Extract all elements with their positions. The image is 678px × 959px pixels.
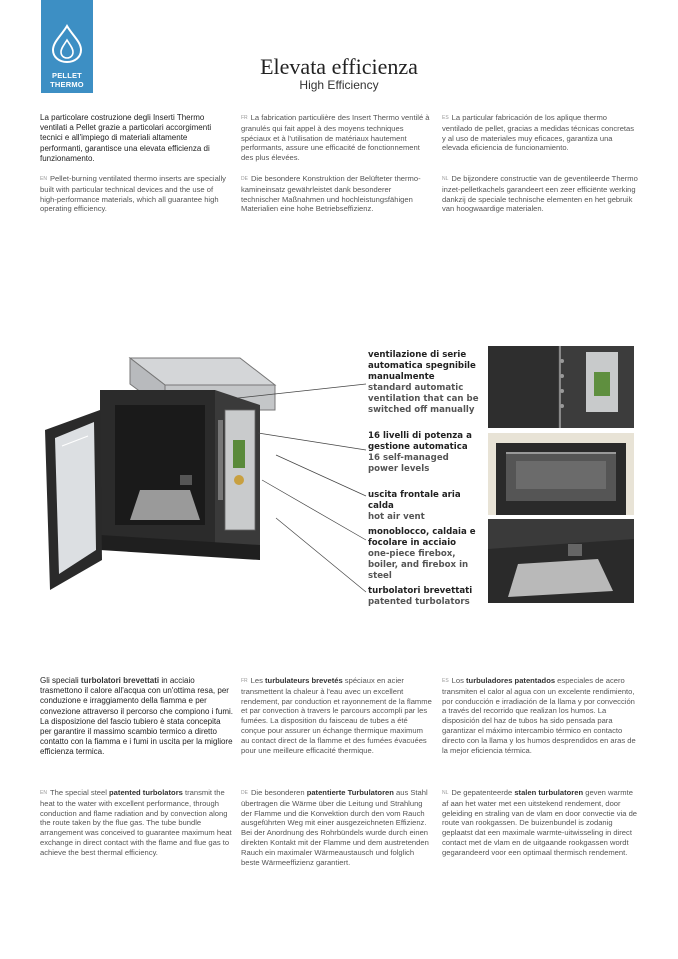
badge-label-1: PELLET bbox=[52, 71, 82, 80]
feature-4: monoblocco, caldaia e focolare in acciaio one-piece firebox, boiler, and firebox in steel bbox=[368, 527, 476, 581]
bottom-en: EN The special steel patented turbolators transmit the heat to the water with excellent performance, through conduction and flame radiation and by convection along the route taken by the flue gas. The tube bundle arrangement was conceived to guarantee maximum heat exchange in direct contact with the flame and flue gas to achieve the best thermal efficiency. bbox=[40, 788, 232, 857]
bottom-de: DE Die besonderen patentierte Turbulatoren aus Stahl übertragen die Wärme über die Leitung und Strahlung der Flamme und die Konvektion durch den vom Rauch ausgeführten Weg mit einer ausgezeichneten Effizienz. Bei der Anordnung des Rohrbündels wurde durch einen direkten Kontakt mit der Flamme und dem austretenden Rauch ein maximaler Wärmeaustausch und folglich beste Wärmeeffizienz garantiert. bbox=[241, 788, 429, 867]
badge-label-2: THERMO bbox=[50, 80, 84, 89]
feature-3: uscita frontale aria calda hot air vent bbox=[368, 490, 461, 522]
feature-2: 16 livelli di potenza a gestione automatica 16 self-managed power levels bbox=[368, 431, 472, 474]
page-title: Elevata efficienza bbox=[260, 54, 418, 79]
intro-es: ES La particular fabricación de los aplique thermo ventilado de pellet, gracias a medidas técnicas concretas y al uso de materiales muy eficaces, garantiza una elevada eficiencia de funcionamiento. bbox=[442, 113, 635, 153]
page-subtitle: High Efficiency bbox=[299, 78, 379, 92]
intro-fr: FR La fabrication particulière des Insert Thermo ventilé à granulés qui fait appel à des moyens techniques spéciaux et à l'utilisation de matériaux hautement performants, assure une efficacité de fonctionnement des plus élevées. bbox=[241, 113, 430, 163]
intro-it: La particolare costruzione degli Inserti Thermo ventilati a Pellet grazie a particolari accorgimenti tecnici e all'impiego di materiali altamente performanti, garantisce una elevata efficienza di funzionamento. bbox=[40, 113, 212, 163]
bottom-nl: NL De gepatenteerde stalen turbulatoren geven warmte af aan het water met een uitstekend rendement, door geleiding en straling van de vlam en door convectie via de route van rookgassen. De buizenbundel is zodanig geplaatst dat een maximale warmte-uitwisseling in direct contact met de vlam en de uitgaande rookgassen wordt gegarandeerd voor een optimaal thermisch rendement. bbox=[442, 788, 638, 857]
feature-1: ventilazione di serie automatica spegnibile manualmente standard automatic ventilation that can be switched off manually bbox=[368, 350, 479, 415]
intro-en: EN Pellet-burning ventilated thermo inserts are specially built with particular technical devices and the use of high-performance materials, which all guarantee high operating efficiency. bbox=[40, 174, 226, 214]
feature-5: turbolatori brevettati patented turbolators bbox=[368, 586, 473, 607]
bottom-it: Gli speciali turbolatori brevettati in acciaio trasmettono il calore all'acqua con un'ottima resa, per conduzione e irraggiamento della fiamma e per convezione attraverso il percorso che compiono i fumi. La disposizione del fascio tubiero è stata concepita per garantire il massimo scambio termico a diretto contatto con la fiamma e i fumi in uscita per la migliore efficienza termica. bbox=[40, 676, 233, 757]
photo-ventilation-detail bbox=[488, 346, 634, 428]
bottom-es: ES Los turbuladores patentados especiales de acero transmiten el calor al agua con un excelente rendimiento, por conducción e irradiación de la llama y por convección a través del recorrido que realizan los humos. La disposición del haz de tubos ha sido pensada para garantizar el máximo intercambio térmico en contacto directo con la llama y los humos desprendidos en aras de la mejor eficiencia térmica. bbox=[442, 676, 636, 755]
photo-front-vent bbox=[488, 433, 634, 515]
intro-de: DE Die besondere Konstruktion der Belüfteter thermo-kamineinsatz gewährleistet dank besonderer technischer Maßnahmen und hochleistungsfähigen Materialien eine hohe Betriebseffizienz. bbox=[241, 174, 421, 214]
intro-nl: NL De bijzondere constructie van de geventileerde Thermo inzet-pelletkachels garandeert een zeer efficiënte werking dankzij de speciale technische elementen en het gebruik van hoogwaardige materialen. bbox=[442, 174, 638, 214]
photo-firebox bbox=[488, 519, 634, 603]
bottom-fr: FR Les turbulateurs brevetés spéciaux en acier transmettent la chaleur à l'eau avec un excellent rendement, par conduction et rayonnement de la flamme et par convection à travers le parcours accompli par les fumées. La disposition du faisceau de tubes a été conçue pour assurer un échange thermique maximum au contact direct de la flamme et des fumées évacuées pour une meilleure efficacité thermique. bbox=[241, 676, 432, 755]
